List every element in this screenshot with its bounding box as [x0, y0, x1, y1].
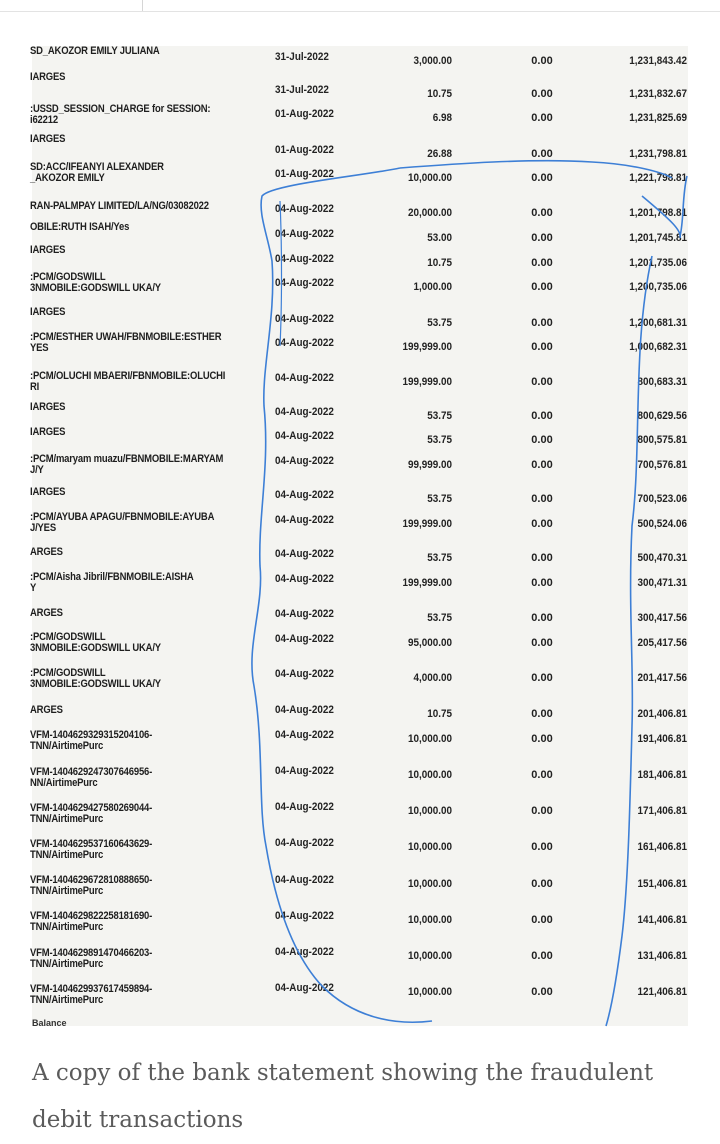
description-line-2: J/Y: [30, 464, 44, 476]
credit-amount: 0.00: [531, 986, 553, 998]
transaction-date: 04-Aug-2022: [275, 203, 334, 215]
transaction-description: [30, 839, 233, 861]
running-balance: 800,683.31: [637, 376, 687, 388]
credit-amount: 0.00: [531, 672, 553, 684]
transaction-date: 04-Aug-2022: [275, 489, 334, 501]
description-line-2: NN/AirtimePurc: [30, 777, 98, 789]
transaction-description: [30, 572, 233, 594]
running-balance: 1,201,798.81: [629, 207, 687, 219]
credit-amount: 0.00: [531, 552, 553, 564]
debit-amount: 10,000.00: [407, 733, 452, 745]
transaction-description: [30, 371, 233, 393]
transaction-description: [30, 201, 233, 212]
credit-amount: 0.00: [531, 148, 553, 160]
description-line-1: :PCM/OLUCHI MBAERI/FBNMOBILE:OLUCHI: [30, 370, 226, 382]
credit-amount: 0.00: [531, 733, 553, 745]
credit-amount: 0.00: [531, 434, 553, 446]
running-balance: 500,470.31: [637, 552, 687, 564]
transaction-date: 04-Aug-2022: [275, 729, 334, 741]
transaction-description: [30, 948, 233, 970]
description-line-1: VFM-1404629247307646956-: [30, 766, 153, 778]
description-line-1: ARGES: [30, 607, 63, 619]
running-balance: 1,200,681.31: [629, 317, 687, 329]
transaction-date: 04-Aug-2022: [275, 668, 334, 680]
transaction-date: 04-Aug-2022: [275, 548, 334, 560]
description-line-1: :PCM/GODSWILL: [30, 667, 106, 679]
transaction-date: 04-Aug-2022: [275, 406, 334, 418]
transaction-description: [30, 222, 233, 233]
transaction-date: 04-Aug-2022: [275, 313, 334, 325]
debit-amount: 199,999.00: [402, 577, 452, 589]
debit-amount: 26.88: [427, 148, 452, 160]
description-line-1: ARGES: [30, 704, 63, 716]
description-line-1: IARGES: [30, 71, 66, 83]
description-line-2: J/YES: [30, 522, 56, 534]
transaction-description: [30, 272, 233, 294]
transaction-description: [30, 608, 233, 619]
debit-amount: 1,000.00: [413, 281, 452, 293]
description-line-1: VFM-1404629891470466203-: [30, 947, 153, 959]
debit-amount: 95,000.00: [407, 637, 452, 649]
debit-amount: 3,000.00: [413, 55, 452, 67]
transaction-date: 01-Aug-2022: [275, 168, 334, 180]
transaction-description: [30, 402, 233, 413]
running-balance: 181,406.81: [637, 769, 687, 781]
description-line-2: 3NMOBILE:GODSWILL UKA/Y: [30, 678, 161, 690]
transaction-description: [30, 454, 233, 476]
transaction-description: [30, 332, 233, 354]
transaction-description: [30, 487, 233, 498]
description-line-2: i62212: [30, 114, 58, 126]
running-balance: 300,471.31: [637, 577, 687, 589]
debit-amount: 10.75: [427, 708, 452, 720]
debit-amount: 53.75: [427, 493, 452, 505]
running-balance: 500,524.06: [637, 518, 687, 530]
description-line-1: VFM-1404629329315204106-: [30, 729, 153, 741]
description-line-1: VFM-1404629537160643629-: [30, 838, 153, 850]
transaction-description: [30, 984, 233, 1006]
description-line-1: VFM-1404629427580269044-: [30, 802, 153, 814]
description-line-2: TNN/AirtimePurc: [30, 958, 104, 970]
running-balance: 700,576.81: [637, 459, 687, 471]
transaction-description: [30, 547, 233, 558]
transaction-date: 01-Aug-2022: [275, 108, 334, 120]
debit-amount: 10,000.00: [407, 769, 452, 781]
running-balance: 1,221,798.81: [629, 172, 687, 184]
debit-amount: 10.75: [427, 257, 452, 269]
top-bar: [0, 0, 720, 12]
description-line-1: IARGES: [30, 426, 66, 438]
transaction-description: [30, 875, 233, 897]
statement-photo: [32, 46, 688, 1026]
debit-amount: 199,999.00: [402, 376, 452, 388]
credit-amount: 0.00: [531, 232, 553, 244]
credit-amount: 0.00: [531, 207, 553, 219]
debit-amount: 10,000.00: [407, 914, 452, 926]
credit-amount: 0.00: [531, 878, 553, 890]
running-balance: 201,417.56: [637, 672, 687, 684]
transaction-description: [30, 307, 233, 318]
credit-amount: 0.00: [531, 55, 553, 67]
debit-amount: 53.00: [427, 232, 452, 244]
credit-amount: 0.00: [531, 950, 553, 962]
debit-amount: 10,000.00: [407, 841, 452, 853]
transaction-description: [30, 730, 233, 752]
credit-amount: 0.00: [531, 88, 553, 100]
description-line-1: :PCM/AYUBA APAGU/FBNMOBILE:AYUBA: [30, 511, 215, 523]
transaction-description: [30, 911, 233, 933]
transaction-date: 04-Aug-2022: [275, 946, 334, 958]
running-balance: 800,575.81: [637, 434, 687, 446]
credit-amount: 0.00: [531, 317, 553, 329]
transaction-date: 04-Aug-2022: [275, 573, 334, 585]
running-balance: 121,406.81: [637, 986, 687, 998]
credit-amount: 0.00: [531, 769, 553, 781]
description-line-2: TNN/AirtimePurc: [30, 740, 104, 752]
transaction-date: 31-Jul-2022: [275, 84, 329, 96]
transaction-date: 04-Aug-2022: [275, 837, 334, 849]
description-line-2: RI: [30, 381, 40, 393]
description-line-1: IARGES: [30, 133, 66, 145]
photo-caption: A copy of the bank statement showing the fraudulent debit transactions: [32, 1060, 654, 1133]
running-balance: 151,406.81: [637, 878, 687, 890]
running-balance: 1,231,832.67: [629, 88, 687, 100]
credit-amount: 0.00: [531, 112, 553, 124]
description-line-1: :PCM/maryam muazu/FBNMOBILE:MARYAM: [30, 453, 224, 465]
balance-label: Balance: [32, 1018, 67, 1028]
transaction-date: 04-Aug-2022: [275, 982, 334, 994]
credit-amount: 0.00: [531, 376, 553, 388]
description-line-2: Y: [30, 582, 37, 594]
description-line-1: VFM-1404629672810888650-: [30, 874, 153, 886]
transaction-description: [30, 803, 233, 825]
pen-balance-stroke: [606, 176, 687, 1026]
credit-amount: 0.00: [531, 459, 553, 471]
debit-amount: 10.75: [427, 88, 452, 100]
running-balance: 131,406.81: [637, 950, 687, 962]
transaction-description: [30, 668, 233, 690]
debit-amount: 4,000.00: [413, 672, 452, 684]
transaction-date: 04-Aug-2022: [275, 277, 334, 289]
running-balance: 1,201,745.81: [629, 232, 687, 244]
description-line-1: VFM-1404629937617459894-: [30, 983, 153, 995]
debit-amount: 20,000.00: [407, 207, 452, 219]
description-line-1: :PCM/ESTHER UWAH/FBNMOBILE:ESTHER: [30, 331, 222, 343]
credit-amount: 0.00: [531, 257, 553, 269]
debit-amount: 53.75: [427, 434, 452, 446]
transaction-date: 04-Aug-2022: [275, 455, 334, 467]
description-line-2: YES: [30, 342, 49, 354]
transaction-date: 04-Aug-2022: [275, 228, 334, 240]
description-line-1: SD:ACC/IFEANYI ALEXANDER: [30, 161, 164, 173]
transaction-date: 04-Aug-2022: [275, 633, 334, 645]
transaction-date: 04-Aug-2022: [275, 514, 334, 526]
credit-amount: 0.00: [531, 577, 553, 589]
description-line-1: IARGES: [30, 401, 66, 413]
transaction-date: 04-Aug-2022: [275, 430, 334, 442]
credit-amount: 0.00: [531, 281, 553, 293]
description-line-1: RAN-PALMPAY LIMITED/LA/NG/03082022: [30, 200, 209, 212]
transaction-description: [30, 512, 233, 534]
transaction-date: 04-Aug-2022: [275, 765, 334, 777]
transaction-date: 31-Jul-2022: [275, 51, 329, 63]
debit-amount: 199,999.00: [402, 518, 452, 530]
transaction-date: 04-Aug-2022: [275, 337, 334, 349]
credit-amount: 0.00: [531, 410, 553, 422]
running-balance: 201,406.81: [637, 708, 687, 720]
running-balance: 205,417.56: [637, 637, 687, 649]
description-line-1: SD_AKOZOR EMILY JULIANA: [30, 45, 160, 57]
running-balance: 171,406.81: [637, 805, 687, 817]
credit-amount: 0.00: [531, 172, 553, 184]
description-line-1: :PCM/Aisha Jibril/FBNMOBILE:AISHA: [30, 571, 194, 583]
description-line-1: :USSD_SESSION_CHARGE for SESSION:: [30, 103, 211, 115]
pen-circle-stroke: [252, 168, 432, 1022]
description-line-1: ARGES: [30, 546, 63, 558]
description-line-2: 3NMOBILE:GODSWILL UKA/Y: [30, 642, 161, 654]
debit-amount: 53.75: [427, 317, 452, 329]
running-balance: 300,417.56: [637, 612, 687, 624]
running-balance: 1,000,682.31: [629, 341, 687, 353]
credit-amount: 0.00: [531, 612, 553, 624]
description-line-2: TNN/AirtimePurc: [30, 885, 104, 897]
running-balance: 1,201,735.06: [629, 257, 687, 269]
transaction-description: [30, 427, 233, 438]
description-line-1: IARGES: [30, 306, 66, 318]
top-bar-divider: [142, 0, 143, 11]
debit-amount: 199,999.00: [402, 341, 452, 353]
description-line-1: IARGES: [30, 486, 66, 498]
credit-amount: 0.00: [531, 841, 553, 853]
transaction-date: 04-Aug-2022: [275, 874, 334, 886]
running-balance: 161,406.81: [637, 841, 687, 853]
transaction-date: 04-Aug-2022: [275, 253, 334, 265]
credit-amount: 0.00: [531, 493, 553, 505]
running-balance: 191,406.81: [637, 733, 687, 745]
transaction-date: 04-Aug-2022: [275, 372, 334, 384]
description-line-1: OBILE:RUTH ISAH/Yes: [30, 221, 130, 233]
running-balance: 1,231,843.42: [629, 55, 687, 67]
debit-amount: 10,000.00: [407, 805, 452, 817]
debit-amount: 10,000.00: [407, 878, 452, 890]
credit-amount: 0.00: [531, 708, 553, 720]
debit-amount: 10,000.00: [407, 172, 452, 184]
description-line-2: TNN/AirtimePurc: [30, 921, 104, 933]
debit-amount: 99,999.00: [407, 459, 452, 471]
debit-amount: 53.75: [427, 410, 452, 422]
transaction-date: 04-Aug-2022: [275, 801, 334, 813]
running-balance: 141,406.81: [637, 914, 687, 926]
transaction-description: [30, 767, 233, 789]
debit-amount: 10,000.00: [407, 986, 452, 998]
debit-amount: 53.75: [427, 552, 452, 564]
description-line-2: TNN/AirtimePurc: [30, 994, 104, 1006]
running-balance: 1,200,735.06: [629, 281, 687, 293]
running-balance: 1,231,798.81: [629, 148, 687, 160]
credit-amount: 0.00: [531, 341, 553, 353]
description-line-2: 3NMOBILE:GODSWILL UKA/Y: [30, 282, 161, 294]
transaction-description: [30, 162, 233, 184]
running-balance: 1,231,825.69: [629, 112, 687, 124]
transaction-date: 01-Aug-2022: [275, 144, 334, 156]
transaction-date: 04-Aug-2022: [275, 608, 334, 620]
transaction-description: [30, 632, 233, 654]
transaction-description: [30, 134, 233, 145]
running-balance: 800,629.56: [637, 410, 687, 422]
transaction-description: [30, 245, 233, 256]
description-line-1: :PCM/GODSWILL: [30, 631, 106, 643]
credit-amount: 0.00: [531, 518, 553, 530]
credit-amount: 0.00: [531, 805, 553, 817]
description-line-2: TNN/AirtimePurc: [30, 849, 104, 861]
debit-amount: 6.98: [432, 112, 452, 124]
description-line-1: :PCM/GODSWILL: [30, 271, 106, 283]
description-line-1: IARGES: [30, 244, 66, 256]
description-line-1: VFM-1404629822258181690-: [30, 910, 153, 922]
transaction-description: [30, 705, 233, 716]
transaction-description: [30, 46, 233, 57]
credit-amount: 0.00: [531, 637, 553, 649]
transaction-date: 04-Aug-2022: [275, 704, 334, 716]
transaction-date: 04-Aug-2022: [275, 910, 334, 922]
description-line-2: TNN/AirtimePurc: [30, 813, 104, 825]
debit-amount: 53.75: [427, 612, 452, 624]
description-line-2: _AKOZOR EMILY: [30, 172, 105, 184]
transaction-description: [30, 104, 233, 126]
credit-amount: 0.00: [531, 914, 553, 926]
running-balance: 700,523.06: [637, 493, 687, 505]
transaction-description: [30, 72, 233, 83]
debit-amount: 10,000.00: [407, 950, 452, 962]
